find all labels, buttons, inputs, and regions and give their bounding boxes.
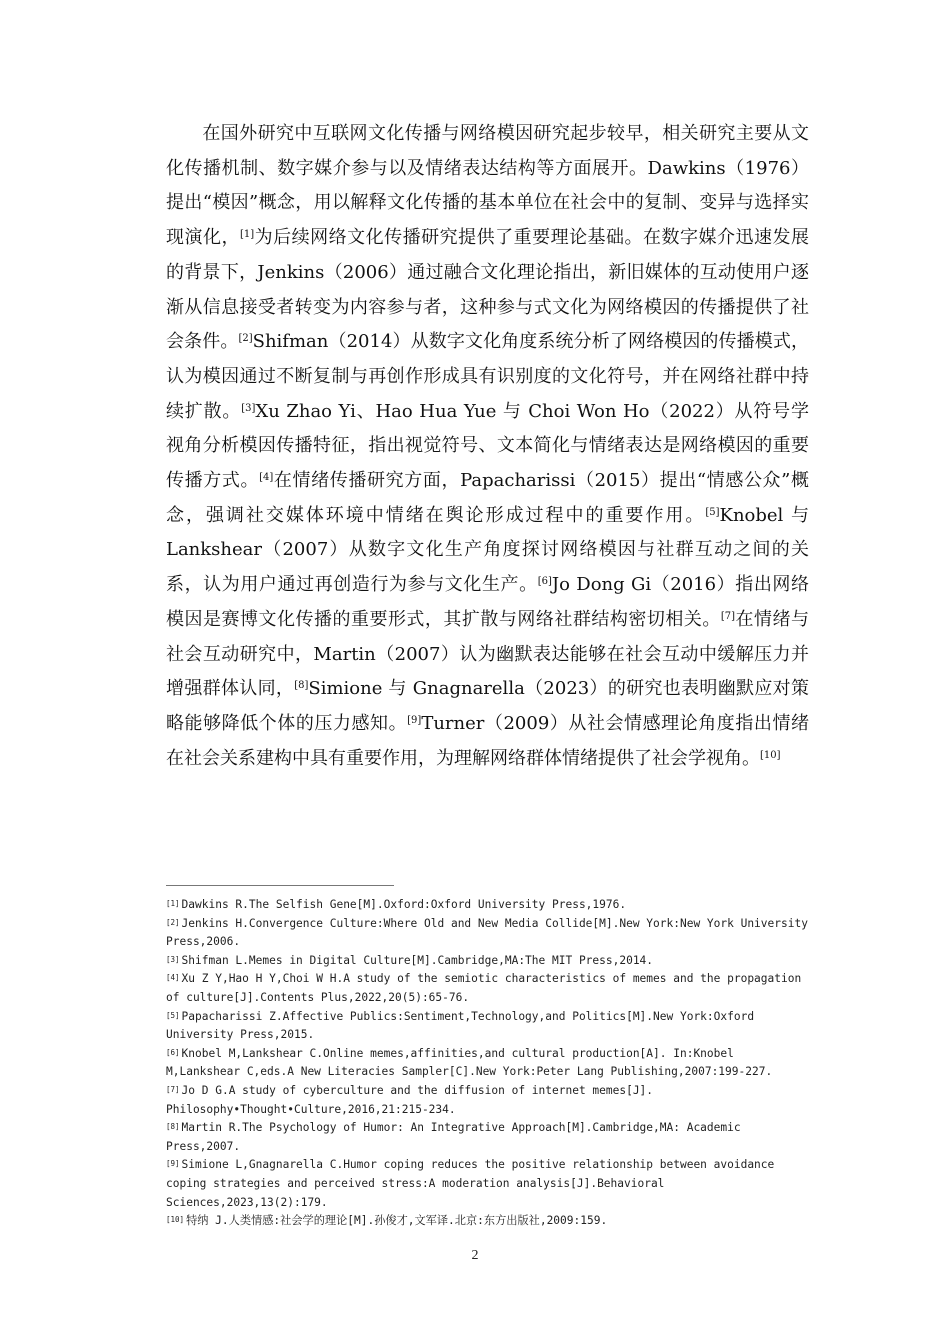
footnote-text: Xu Z Y,Hao H Y,Choi W H.A study of the semiotic characteristics of memes and the propagation of culture[J].Contents Plus,2022,20(5):65-76.: [166, 972, 802, 1004]
footnote: [166, 1082, 811, 1119]
citation-marker[interactable]: [10]: [760, 749, 781, 761]
body-segment: Simione 与 Gnagnarella（2023）的研究也表明幽默应对策略能够降低个体的压力感知。: [166, 678, 809, 734]
footnote-text: 特纳 J.人类情感:社会学的理论[M].孙俊才,文军译.北京:东方出版社,2009:159.: [186, 1214, 608, 1228]
footnote-text: Dawkins R.The Selfish Gene[M].Oxford:Oxford University Press,1976.: [181, 898, 627, 911]
footnote-text: Knobel M,Lankshear C.Online memes,affinities,and cultural production[A]. In:Knobel M,Lankshear C,eds.A New Literacies Sampler[C].New York:Peter Lang Publishing,2007:199-227.: [166, 1046, 773, 1079]
body-segment: 在情绪与社会互动研究中，Martin（2007）认为幽默表达能够在社会互动中缓解压力并增强群体认同，: [166, 608, 810, 700]
footnote-separator: [166, 885, 394, 886]
footnote: [166, 915, 811, 952]
citation-marker[interactable]: [3]: [241, 402, 256, 414]
footnote-text: Simione L,Gnagnarella C.Humor coping reduces the positive relationship between avoidance coping strategies and perceived stress:A moderation analysis[J].Behavioral Sciences,2023,13(2):179.: [166, 1158, 775, 1209]
footnote-text: Jo D G.A study of cyberculture and the diffusion of internet memes[J]. Philosophy•Thought•Culture,2016,21:215-234.: [166, 1083, 654, 1116]
citation-marker[interactable]: [8]: [294, 680, 309, 692]
citation-marker[interactable]: [4]: [259, 472, 274, 484]
footnote: [166, 896, 811, 915]
body-segment: Knobel 与 Lankshear（2007）从数字文化生产角度探讨网络模因与社群互动之间的关系，认为用户通过再创造行为参与文化生产。: [166, 504, 810, 596]
footnote: [166, 1156, 811, 1212]
body-segment: Xu Zhao Yi、Hao Hua Yue 与 Choi Won Ho（2022）从符号学视角分析模因传播特征，指出视觉符号、文本简化与情绪表达是网络模因的重要传播方式。: [166, 400, 809, 492]
page-number: 2: [471, 1248, 479, 1263]
footnote: [166, 1212, 811, 1231]
footnote-mark: [7]: [166, 1084, 180, 1094]
body-segment: 为后续网络文化传播研究提供了重要理论基础。在数字媒介迅速发展的背景下，Jenkins（2006）通过融合文化理论指出，新旧媒体的互动使用户逐渐从信息接受者转变为内容参与者，这种参与式文化为网络模因的传播提供了社会条件。: [166, 227, 810, 353]
footnotes-section: [166, 896, 811, 1231]
body-segment: 在国外研究中互联网文化传播与网络模因研究起步较早，相关研究主要从文化传播机制、数字媒介参与以及情绪表达结构等方面展开。Dawkins（1976）提出“模因”概念，用以解释文化传播的基本单位在社会中的复制、变异与选择实现演化，: [166, 123, 809, 249]
footnote: [166, 952, 811, 971]
footnote-mark: [4]: [166, 973, 180, 983]
citation-marker[interactable]: [7]: [720, 610, 736, 622]
footnote-mark: [10]: [166, 1215, 185, 1225]
body-segment: Shifman（2014）从数字文化角度系统分析了网络模因的传播模式，认为模因通过不断复制与再创作形成具有识别度的文化符号，并在网络社群中持续扩散。: [166, 331, 809, 422]
footnote-text: Martin R.The Psychology of Humor: An Integrative Approach[M].Cambridge,MA: Academic Press,2007.: [166, 1121, 741, 1153]
body-paragraph: [166, 117, 809, 776]
footnote-mark: [6]: [166, 1047, 180, 1057]
footnote-mark: [8]: [166, 1122, 180, 1132]
citation-marker[interactable]: [2]: [238, 333, 253, 345]
footnote: [166, 1119, 811, 1156]
footnote-mark: [9]: [166, 1159, 180, 1169]
footnote-text: Shifman L.Memes in Digital Culture[M].Cambridge,MA:The MIT Press,2014.: [181, 953, 654, 967]
footnote: [166, 970, 811, 1007]
body-segment: 在情绪传播研究方面，Papacharissi（2015）提出“情感公众”概念，强调社交媒体环境中情绪在舆论形成过程中的重要作用。: [166, 470, 809, 526]
footnote-mark: [1]: [166, 899, 180, 908]
footnote: [166, 1045, 811, 1082]
citation-marker[interactable]: [6]: [537, 576, 552, 588]
footnote: [166, 1008, 811, 1045]
citation-marker[interactable]: [5]: [705, 506, 720, 518]
footnote-mark: [2]: [166, 917, 180, 927]
citation-marker[interactable]: [1]: [239, 229, 255, 241]
citation-marker[interactable]: [9]: [407, 714, 422, 726]
footnote-mark: [5]: [166, 1010, 180, 1020]
body-segment: Turner（2009）从社会情感理论角度指出情绪在社会关系建构中具有重要作用，为理解网络群体情绪提供了社会学视角。: [166, 712, 809, 769]
footnote-mark: [3]: [166, 954, 180, 964]
footnote-text: Papacharissi Z.Affective Publics:Sentiment,Technology,and Politics[M].New York:Oxford University Press,2015.: [166, 1009, 755, 1042]
body-segment: Jo Dong Gi（2016）指出网络模因是赛博文化传播的重要形式，其扩散与网络社群结构密切相关。: [166, 574, 810, 630]
footnote-text: Jenkins H.Convergence Culture:Where Old and New Media Collide[M].New York:New York University Press,2006.: [166, 916, 808, 949]
